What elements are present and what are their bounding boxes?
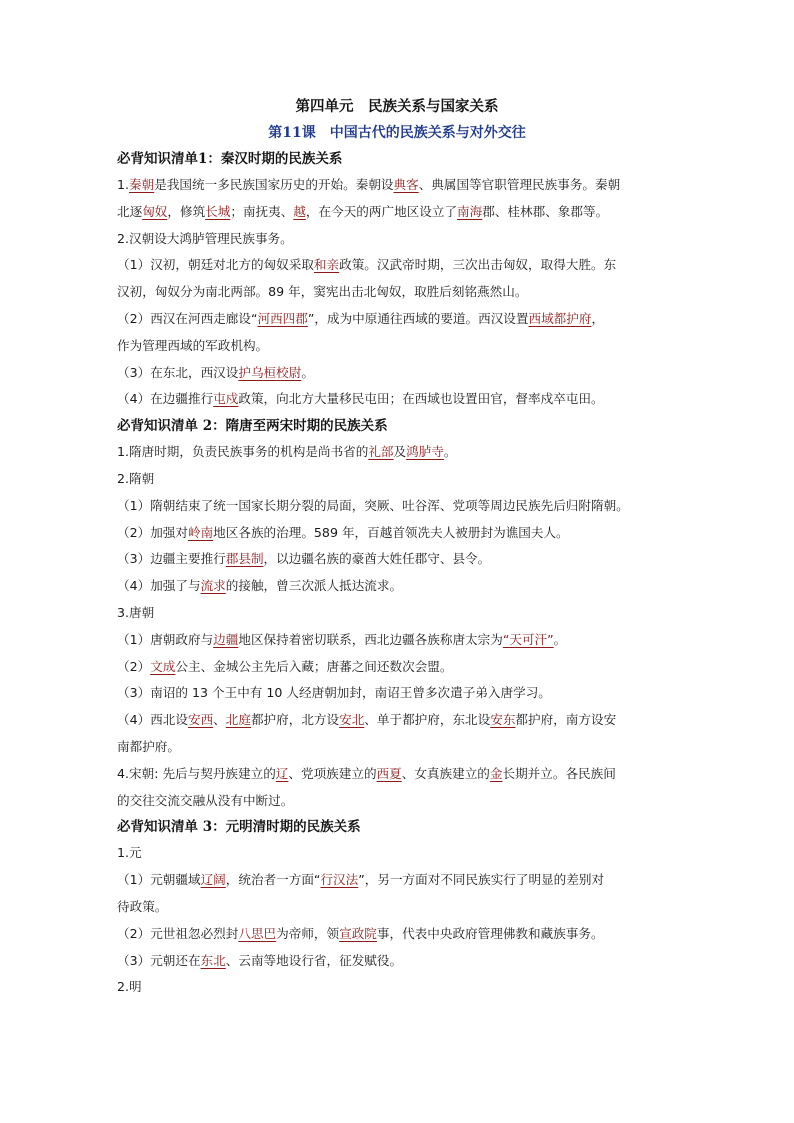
key-term: 西夏: [376, 765, 402, 781]
key-term: 郡县制: [225, 551, 264, 567]
key-term: 安北: [339, 712, 365, 728]
text-run: ”，成为中原通往西域的要道。西汉设置: [307, 310, 529, 326]
text-run: （1）元朝疆域: [117, 872, 201, 888]
text-run: （4）在边疆推行: [117, 391, 214, 407]
text-run: （4）加强了与: [117, 578, 201, 594]
paragraph-line: [117, 600, 677, 627]
paragraph-line: [117, 573, 677, 600]
lesson-title: 第11课 中国古代的民族关系与对外交往: [268, 125, 526, 141]
text-run: （4）西北设: [117, 712, 188, 728]
text-run: 、女真族建立的: [401, 765, 490, 781]
text-run: 地区各族的治理。589 年，百越首领冼夫人被册封为谯国夫人。: [213, 524, 569, 540]
text-run: 为帝师，领: [276, 925, 340, 941]
text-run: 2.隋朝: [117, 470, 155, 486]
key-term: 八思巴: [238, 925, 277, 941]
section-heading: [117, 146, 677, 172]
text-run: ；南抚夷、: [230, 203, 294, 219]
text-run: （2）元世祖忽必烈封: [117, 925, 239, 941]
paragraph-line: [117, 680, 677, 707]
text-run: 长期并立。各民族间: [502, 765, 616, 781]
paragraph-line: [117, 654, 677, 681]
text-run: 、单于都护府，东北设: [364, 712, 491, 728]
text-run: 及: [393, 444, 407, 460]
paragraph-line: [117, 761, 677, 788]
key-term: 东北: [200, 952, 226, 968]
text-run: ”，另一方面对不同民族实行了明显的差别对: [358, 872, 605, 888]
text-run: 政策。汉武帝时期，三次出击匈奴，取得大胜。东: [339, 257, 617, 273]
document-body: [117, 146, 677, 1001]
document-content: [117, 94, 677, 1001]
paragraph-line: [117, 333, 677, 360]
text-run: 是我国统一多民族国家历史的开始。秦朝设: [154, 177, 394, 192]
text-run: ，在今天的两广地区设立了: [305, 203, 458, 219]
text-run: （3）元朝还在: [117, 952, 201, 968]
paragraph-line: [117, 226, 677, 253]
paragraph-line: [117, 279, 677, 306]
paragraph-line: [117, 386, 677, 413]
text-run: 的交往交流交融从没有中断过。: [117, 792, 294, 808]
text-run: （1）汉初，朝廷对北方的匈奴采取: [117, 257, 314, 273]
section-heading: [117, 413, 677, 439]
text-run: （1）唐朝政府与: [117, 631, 214, 647]
paragraph-line: [117, 627, 677, 654]
text-run: （3）在东北，西汉设: [117, 364, 239, 380]
text-run: 、党项族建立的: [288, 765, 377, 781]
text-run: 事，代表中央政府管理佛教和藏族事务。: [376, 925, 604, 941]
paragraph-line: [117, 707, 677, 734]
key-term: 岭南: [187, 524, 214, 540]
unit-title: 第四单元 民族关系与国家关系: [295, 98, 499, 115]
text-run: 1.隋唐时期，负责民族事务的机构是尚书省的: [117, 444, 369, 460]
text-run: （3）南诏的 13 个王中有 10 人经唐朝加封，南诏王曾多次遣子弟入唐学习。: [117, 685, 551, 701]
paragraph-line: [117, 466, 677, 493]
text-run: 、典属国等官职管理民族事务。秦朝: [418, 177, 621, 192]
key-term: 辽阔: [200, 872, 226, 888]
text-run: 南都护府。: [117, 738, 180, 754]
text-run: 地区保持着密切联系，西北边疆各族称唐太宗为: [238, 631, 503, 647]
text-run: 必背知识清单1：秦汉时期的民族关系: [117, 151, 343, 167]
key-term: “天可汗”: [502, 631, 554, 647]
key-term: 辽: [275, 765, 289, 781]
text-run: 、: [213, 712, 226, 728]
key-term: 河西四郡: [257, 310, 308, 326]
text-run: 2.明: [117, 979, 142, 995]
paragraph-line: [117, 306, 677, 333]
key-term: 南海: [457, 203, 483, 219]
text-run: 2.汉朝设大鸿胪管理民族事务。: [117, 230, 293, 246]
key-term: 礼部: [368, 444, 394, 460]
text-run: ，以边疆名族的豪酋大姓任郡守、县令。: [263, 551, 491, 567]
text-run: 、云南等地设行省，征发赋役。: [225, 952, 403, 968]
text-run: 汉初，匈奴分为南北两部。89 年，窦宪出击北匈奴，取胜后刻铭燕然山。: [117, 284, 528, 300]
key-term: 安西: [187, 712, 214, 728]
key-term: 屯戍: [213, 391, 239, 407]
key-term: 宣政院: [339, 925, 377, 941]
text-run: 郡、桂林郡、象郡等。: [482, 203, 609, 219]
paragraph-line: [117, 734, 677, 761]
key-term: 鸿胪寺: [406, 444, 444, 460]
text-run: 。: [301, 364, 314, 380]
paragraph-line: [117, 493, 677, 520]
text-run: （2）加强对: [117, 524, 188, 540]
text-run: （2）西汉在河西走廊设“: [117, 310, 258, 326]
key-term: 匈奴: [142, 203, 168, 219]
text-run: 1.: [117, 177, 130, 192]
paragraph-line: [117, 199, 677, 226]
key-term: 越: [293, 203, 306, 219]
paragraph-line: [117, 974, 677, 1001]
key-term: 长城: [205, 203, 231, 219]
key-term: 秦朝: [129, 177, 155, 192]
text-run: ，修筑: [167, 203, 206, 219]
key-term: 金: [489, 765, 503, 781]
key-term: 行汉法: [320, 872, 359, 888]
paragraph-line: [117, 252, 677, 279]
text-run: ，统治者一方面“: [225, 872, 321, 888]
key-term: 安东: [490, 712, 516, 728]
text-run: 的接触，曾三次派人抵达流求。: [225, 578, 403, 594]
text-run: 必背知识清单 3：元明清时期的民族关系: [117, 819, 361, 836]
text-run: 1.元: [117, 845, 142, 861]
paragraph-line: [117, 921, 677, 948]
paragraph-line: [117, 867, 677, 894]
key-term: 西域都护府: [528, 310, 592, 326]
text-run: （2）: [117, 658, 151, 674]
text-run: （1）隋朝结束了统一国家长期分裂的局面，突厥、吐谷浑、党项等周边民族先后归附隋朝。: [117, 497, 629, 513]
text-run: 都护府，北方设: [250, 712, 340, 728]
paragraph-line: [117, 840, 677, 867]
key-term: 边疆: [213, 631, 239, 647]
key-term: 流求: [200, 578, 226, 594]
text-run: 北逐: [117, 203, 143, 219]
paragraph-line: [117, 360, 677, 387]
key-term: 和亲: [313, 257, 340, 273]
text-run: 作为管理西域的军政机构。: [117, 337, 269, 353]
text-run: 都护府，南方设安: [515, 712, 617, 728]
text-run: 待政策。: [117, 898, 168, 914]
paragraph-line: [117, 439, 677, 466]
text-run: 政策，向北方大量移民屯田；在西域也设置田官，督率戍卒屯田。: [238, 391, 604, 407]
paragraph-line: [117, 520, 677, 547]
text-run: 必背知识清单 2：隋唐至两宋时期的民族关系: [117, 418, 388, 435]
key-term: 护乌桓校尉: [238, 364, 302, 380]
key-term: 北庭: [225, 712, 251, 728]
text-run: （3）边疆主要推行: [117, 551, 226, 567]
paragraph-line: [117, 894, 677, 921]
text-run: 。: [553, 631, 567, 647]
paragraph-line: [117, 546, 677, 573]
text-run: 公主、金城公主先后入藏；唐蕃之间还数次会盟。: [175, 658, 453, 674]
text-run: 4.宋朝: 先后与契丹族建立的: [117, 765, 276, 781]
section-heading: [117, 814, 677, 840]
text-run: ，: [591, 310, 605, 326]
key-term: 文成: [150, 658, 176, 674]
paragraph-line: [117, 948, 677, 975]
key-term: 典客: [393, 177, 419, 192]
paragraph-line: [117, 172, 677, 199]
paragraph-line: [117, 788, 677, 815]
text-run: 。: [443, 444, 457, 460]
text-run: 3.唐朝: [117, 604, 155, 620]
